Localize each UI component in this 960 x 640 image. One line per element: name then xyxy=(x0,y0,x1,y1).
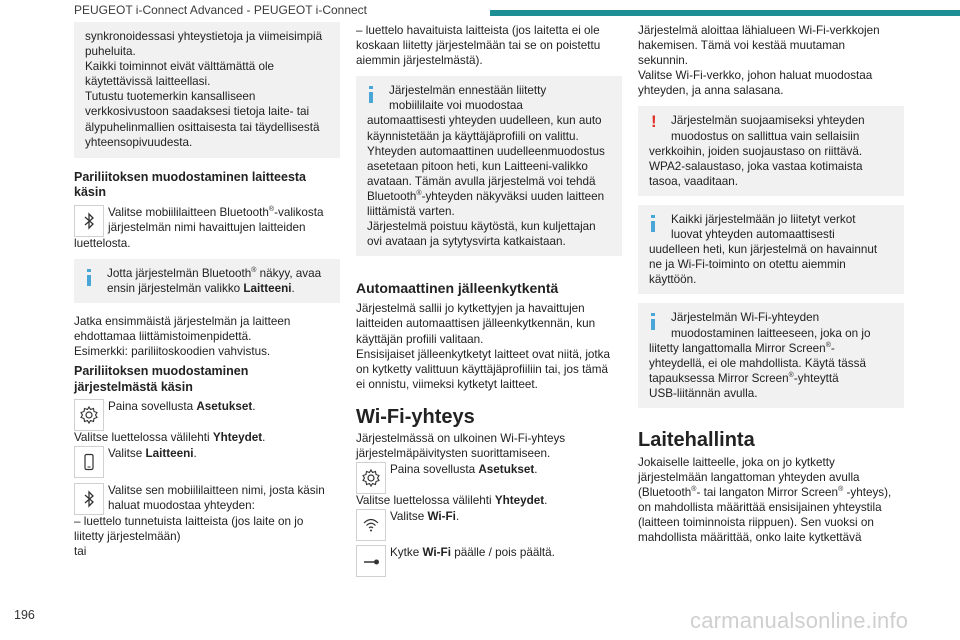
text-line: Kaikki toiminnot eivät välttämättä ole xyxy=(85,60,275,74)
header-accent-bar xyxy=(490,10,960,16)
text-line: on mahdollista määrittää ensisijainen yhteystila xyxy=(638,501,882,515)
text-line: Kaikki järjestelmään jo liitetyt verkot xyxy=(671,212,856,226)
heading-pair-from-system: Pariliitoksen muodostaminen järjestelmästä käsin xyxy=(74,364,249,394)
page-number: 196 xyxy=(14,608,35,622)
heading-wifi: Wi-Fi-yhteys xyxy=(356,405,475,428)
text-line: järjestelmäpäivitysten suorittamiseen. xyxy=(356,446,551,460)
text-line: käytettävissä laitteellasi. xyxy=(85,75,211,89)
auto-reconnect-text xyxy=(367,83,612,189)
text-line: koskaan liitetty järjestelmään tai se on poistettu xyxy=(356,39,601,53)
warning-box-security xyxy=(638,106,904,195)
text-line: synkronoidessasi yhteystietoja ja viimeisimpiä xyxy=(85,30,323,43)
wifi-intro xyxy=(356,431,622,461)
text-line: älypuhelinmallien osittaisesta tai täydellisestä xyxy=(85,120,320,134)
auto-reconnect-text-2 xyxy=(367,204,612,249)
heading-device-management: Laitehallinta xyxy=(638,428,755,451)
warning-icon: ! xyxy=(651,112,657,132)
column-1 xyxy=(74,22,340,559)
info-icon xyxy=(369,86,373,103)
text-line: Jatka ensimmäistä järjestelmän ja laitteen xyxy=(74,314,291,328)
gear-icon xyxy=(356,462,386,494)
step-select-connections-wifi: Valitse luettelossa välilehti Yhteydet. xyxy=(356,494,548,508)
text-line: ehdottamaa liittämistoimenpidettä. xyxy=(74,329,252,343)
info-box-compatibility xyxy=(74,22,340,158)
info-icon xyxy=(651,215,655,232)
wifi-icon xyxy=(356,509,386,541)
text-line: Esimerkki: pariliitoskoodien vahvistus. xyxy=(74,345,271,359)
device-list-detected xyxy=(356,23,622,68)
gear-icon xyxy=(74,399,104,431)
text-line: Tutustu tuotemerkin kansalliseen xyxy=(85,90,256,104)
known-networks-text xyxy=(649,212,894,287)
bluetooth-visibility-line: Bluetooth®-yhteyden näkyväksi uuden laitteen xyxy=(367,189,605,203)
text-line: tasoa, vaaditaan. xyxy=(649,174,739,188)
text-line: puheluita. xyxy=(85,45,136,59)
step-bluetooth-device: Valitse mobiililaitteen Bluetooth®-valikosta järjestelmän nimi havaittujen laitteiden xyxy=(74,205,340,237)
step-open-settings: Paina sovellusta Asetukset. xyxy=(74,399,340,431)
bluetooth-icon xyxy=(74,483,104,515)
wifi-search-text xyxy=(638,23,904,98)
step-select-device: Valitse sen mobiililaitteen nimi, josta käsin haluat muodostaa yhteyden: xyxy=(74,483,340,515)
text-line: laitteiden automaattisen jälleenkytkennän, kun xyxy=(356,317,596,331)
text-line: – luettelo havaituista laitteista (jos laitetta ei ole xyxy=(356,24,600,37)
security-warning-text xyxy=(649,113,894,188)
watermark: carmanualsonline.info xyxy=(690,608,909,633)
running-header: PEUGEOT i-Connect Advanced - PEUGEOT i-Connect xyxy=(74,3,368,17)
text-line: automaattisesti yhteyden uudelleen, kun auto xyxy=(367,114,602,128)
text-line: muodostus on sallittua vain sellaisiin xyxy=(671,129,860,143)
text-line: Järjestelmä aloittaa lähialueen Wi-Fi-verkkojen xyxy=(638,24,880,37)
text-line: WPA2-salaustaso, joka vastaa kotimaista xyxy=(649,159,863,173)
text-line: asetetaan pitoon heti, kun Laitteeni-valikko xyxy=(367,159,588,173)
text-line: käyttäjän profiili valitaan. xyxy=(356,332,484,346)
continue-text xyxy=(74,314,340,359)
text-line: mahdollista määrittää, onko laite kytkettävä xyxy=(638,531,862,545)
text-line: liittämistä varten. xyxy=(367,205,455,219)
text-line: sekunnin. xyxy=(638,54,689,68)
step-my-devices: Valitse Laitteeni. xyxy=(74,446,340,478)
text-line: on kytketty valittuun käyttäjäprofiiliin tai, jos tämä xyxy=(356,362,609,376)
step-open-settings-wifi: Paina sovellusta Asetukset. xyxy=(356,462,622,494)
info-box-known-networks xyxy=(638,205,904,294)
device-list-known: – luettelo tunnetuista laitteista (jos laite on jo liitetty järjestelmään) tai xyxy=(74,515,304,559)
text-line: Valitse Wi-Fi-verkko, johon haluat muodostaa xyxy=(638,69,873,83)
bluetooth-icon xyxy=(74,205,104,237)
text-line: uudelleen heti, kun järjestelmä on havainnut xyxy=(649,243,878,257)
text-line: verkkoihin, joiden suojaustaso on riittävä. xyxy=(649,144,863,158)
reconnect-text xyxy=(356,301,622,392)
column-2 xyxy=(356,22,622,577)
text-line: Yhteyden automaattinen uudelleenmuodostus xyxy=(367,144,605,158)
text-line: Järjestelmässä on ulkoinen Wi-Fi-yhteys xyxy=(356,431,566,445)
phone-icon xyxy=(74,446,104,478)
step-toggle-wifi: Kytke Wi-Fi päälle / pois päältä. xyxy=(356,545,622,577)
step-select-wifi: Valitse Wi-Fi. xyxy=(356,509,622,541)
info-icon xyxy=(651,313,655,330)
text-line: mobiililaite voi muodostaa xyxy=(389,99,523,113)
text-line: käyttöön. xyxy=(649,273,697,287)
column-3 xyxy=(638,22,904,546)
mirror-screen-text: Järjestelmän Wi-Fi-yhteyden muodostaminen laitteeseen, joka on jo liitetty langattomalla Mirror Screen®- yhteydellä, ei ole mahdollista. Käytä tässä tapauksessa Mirror Screen®-yhteyttä USB-liitännän avulla. xyxy=(649,311,871,400)
text-line: Järjestelmän ennestään liitetty xyxy=(389,84,547,98)
step-select-connections: Valitse luettelossa välilehti Yhteydet. xyxy=(74,430,266,444)
text-line: yhteensopivuudesta. xyxy=(85,135,193,149)
text-line: ne ja Wi-Fi-toiminto on otettu aiemmin xyxy=(649,258,846,272)
info-box-auto-reconnect xyxy=(356,76,622,256)
compatibility-text xyxy=(85,29,330,150)
heading-pair-from-device: Pariliitoksen muodostaminen laitteesta käsin xyxy=(74,169,307,200)
text-line: käynnistetään ja käyttäjäprofiili on valittu. xyxy=(367,129,579,143)
text-line: aiemmin järjestelmästä). xyxy=(356,54,483,68)
step-bluetooth-end: luettelosta. xyxy=(74,236,131,250)
text-line: Järjestelmän suojaamiseksi yhteyden xyxy=(671,114,865,128)
text-line: Järjestelmä sallii jo kytkettyjen ja havaittujen xyxy=(356,302,585,316)
text-line: yhteyden, ja anna salasana. xyxy=(638,84,784,98)
heading-auto-reconnect: Automaattinen jälleenkytkentä xyxy=(356,280,559,297)
tip-box-visibility: Jotta järjestelmän Bluetooth® näkyy, avaa ensin järjestelmän valikko Laitteeni. xyxy=(74,259,340,303)
text-line: ovi avataan ja sytytysvirta katkaistaan. xyxy=(367,235,566,249)
toggle-icon xyxy=(356,545,386,577)
info-box-mirror-screen xyxy=(638,303,904,408)
text-line: Ensisijaiset jälleenkytketyt laitteet ovat niitä, jotka xyxy=(356,347,611,361)
text-line: hakemisen. Tämä voi kestää muutaman xyxy=(638,39,846,53)
text-line: avataan. Tämän avulla järjestelmä voi tehdä xyxy=(367,174,596,188)
text-line: verkkosivustoon saadaksesi tietoja laite- tai xyxy=(85,105,310,119)
text-line: (laitteen toiminnoista riippuen). Sen vuoksi on xyxy=(638,516,874,530)
info-icon xyxy=(87,269,91,286)
text-line: ei onnistu, viimeksi kytketyt laitteet. xyxy=(356,377,538,391)
device-management-text: Jokaiselle laitteelle, joka on jo kytketty järjestelmään langattoman yhteyden avulla (Bluetooth®- tai langaton Mirror Screen® -yhteys), on mahdollista määrittää ensisijainen yhteystila (laitteen toiminnoista riippuen). Sen vuoksi on mahdollista määrittää, onko laite kytkettävä xyxy=(638,455,904,546)
text-line: luovat yhteyden automaattisesti xyxy=(671,228,835,242)
text-line: Järjestelmä poistuu käytöstä, kun kuljettajan xyxy=(367,220,596,234)
